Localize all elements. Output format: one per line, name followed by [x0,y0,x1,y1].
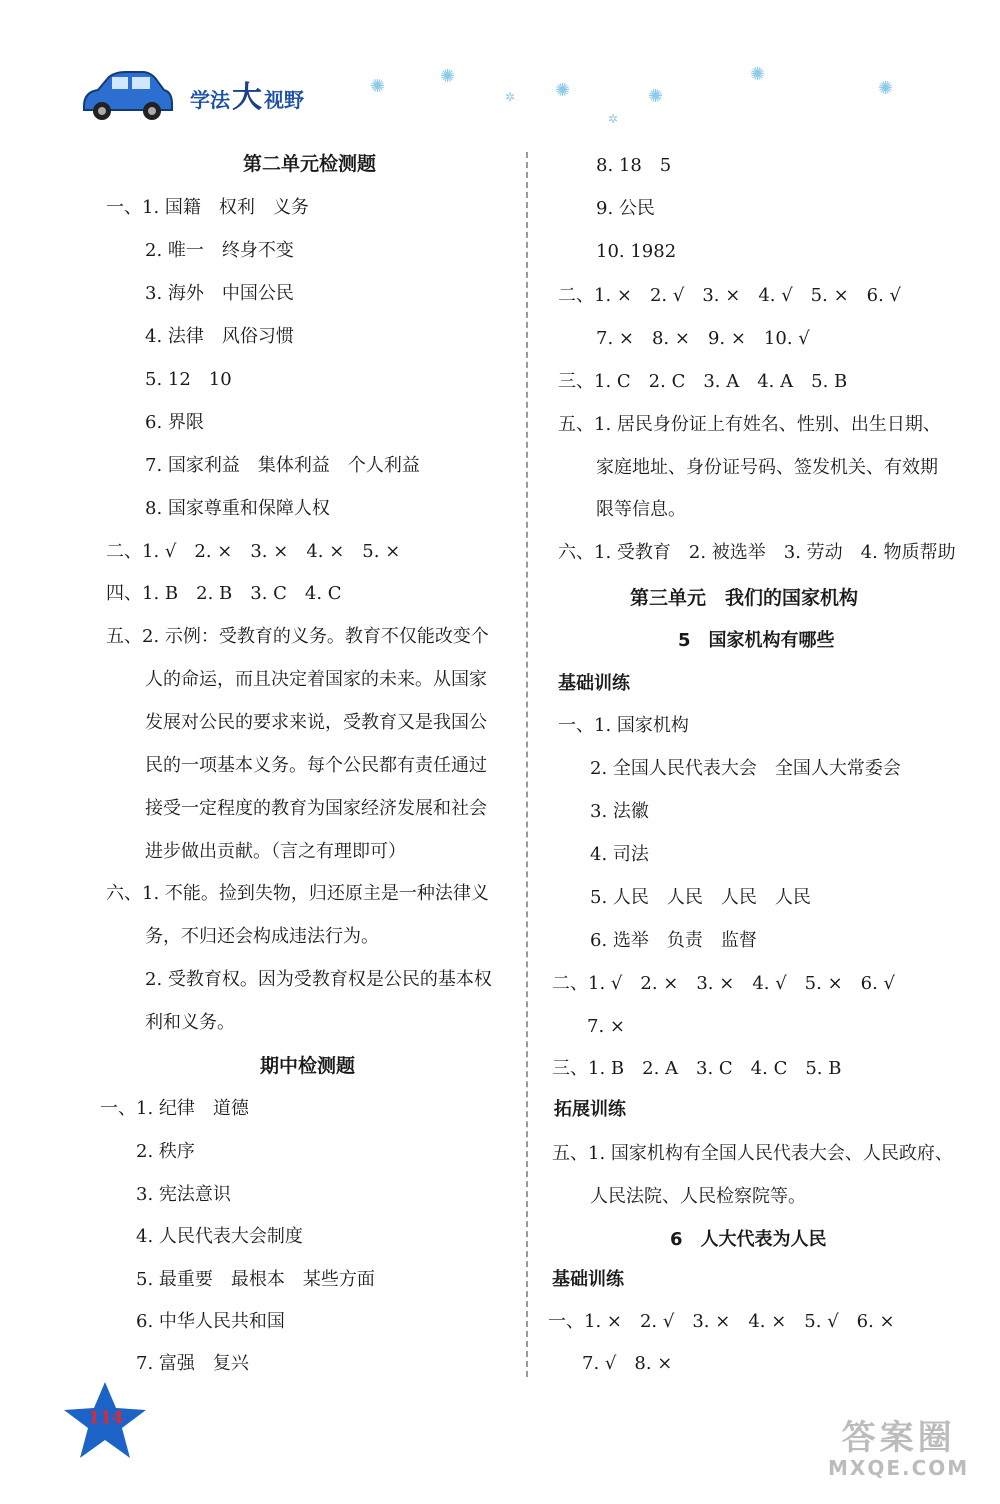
watermark-line2: MXQE.COM [828,1456,970,1481]
answer-line: 2. 唯一 终身不变 [145,240,294,261]
answer-line: 二、1. √ 2. × 3. × 4. √ 5. × 6. √ [552,973,896,994]
answer-line: 三、1. B 2. A 3. C 4. C 5. B [552,1058,842,1079]
answer-line: 四、1. B 2. B 3. C 4. C [106,583,342,604]
unit2-title: 第二单元检测题 [243,153,377,175]
answer-line: 4. 司法 [590,844,649,865]
answer-line: 接受一定程度的教育为国家经济发展和社会 [145,798,487,819]
answer-line: 3. 海外 中国公民 [145,283,294,304]
answer-line: 2. 受教育权。因为受教育权是公民的基本权 [145,969,492,990]
answer-line: 3. 宪法意识 [136,1184,231,1205]
column-divider [526,152,528,1377]
sparkle-icon: ✺ [440,66,456,87]
page-header [0,0,1000,140]
answer-line: 二、1. √ 2. × 3. × 4. × 5. × [106,541,401,562]
answer-line: 5. 12 10 [145,369,232,390]
basic-training-label: 基础训练 [552,1269,624,1290]
answer-line: 一、1. 纪律 道德 [100,1098,249,1119]
answer-line: 4. 法律 风俗习惯 [145,326,294,347]
midterm-title: 期中检测题 [260,1055,356,1077]
answer-line: 五、2. 示例：受教育的义务。教育不仅能改变个 [106,626,489,647]
answer-line: 5. 最重要 最根本 某些方面 [136,1269,375,1290]
answer-line: 一、1. × 2. √ 3. × 4. × 5. √ 6. × [548,1311,895,1332]
answer-line: 8. 国家尊重和保障人权 [145,498,330,519]
answer-line: 利和义务。 [145,1012,235,1033]
answer-line: 二、1. × 2. √ 3. × 4. √ 5. × 6. √ [558,285,902,306]
answer-line: 务，不归还会构成违法行为。 [145,926,379,947]
brand-part1: 学法 [190,88,230,112]
answer-line: 9. 公民 [596,198,655,219]
watermark [828,1420,969,1479]
answer-line: 人民法院、人民检察院等。 [590,1186,806,1207]
answer-line: 6. 选举 负责 监督 [590,930,757,951]
answer-line: 家庭地址、身份证号码、签发机关、有效期 [596,457,938,478]
answer-line: 8. 18 5 [596,155,672,176]
sparkle-icon: ✲ [608,112,619,126]
sparkle-icon: ✲ [505,90,516,104]
answer-line: 2. 秩序 [136,1141,195,1162]
sparkle-icon: ✺ [648,86,664,107]
answer-line: 7. √ 8. × [582,1353,673,1374]
answer-line: 10. 1982 [596,241,677,262]
brand-part2: 视野 [264,88,304,112]
answer-line: 人的命运，而且决定着国家的未来。从国家 [145,669,487,690]
unit3-title: 第三单元 我们的国家机构 [630,587,859,609]
answer-line: 六、1. 受教育 2. 被选举 3. 劳动 4. 物质帮助 [558,542,956,563]
answer-line: 进步做出贡献。（言之有理即可） [145,841,406,862]
answer-line: 4. 人民代表大会制度 [136,1226,303,1247]
answer-line: 一、1. 国籍 权利 义务 [106,197,309,218]
answer-line: 五、1. 国家机构有全国人民代表大会、人民政府、 [552,1143,953,1164]
answer-line: 7. × 8. × 9. × 10. √ [596,328,810,349]
answer-line: 发展对公民的要求来说，受教育又是我国公 [145,712,487,733]
answer-line: 3. 法徽 [590,801,649,822]
page-number-badge [60,1380,150,1460]
answer-line: 限等信息。 [596,499,686,520]
answer-line: 六、1. 不能。捡到失物，归还原主是一种法律义 [106,883,489,904]
answer-line: 7. 富强 复兴 [136,1353,249,1374]
answer-line: 五、1. 居民身份证上有姓名、性别、出生日期、 [558,414,941,435]
lesson5-title: 5 国家机构有哪些 [678,630,835,651]
extend-training-label: 拓展训练 [554,1099,626,1120]
brand-title [190,72,304,116]
brand-big-char: 大 [232,80,262,115]
sparkle-icon: ✺ [370,76,386,97]
answer-line: 2. 全国人民代表大会 全国人大常委会 [590,758,901,779]
answer-line: 6. 中华人民共和国 [136,1311,285,1332]
sparkle-icon: ✺ [878,78,894,99]
car-logo-icon [78,66,174,122]
page-number: 114 [88,1408,124,1428]
sparkle-icon: ✺ [555,80,571,101]
answer-line: 三、1. C 2. C 3. A 4. A 5. B [558,371,848,392]
lesson6-title: 6 人大代表为人民 [670,1229,827,1250]
answer-line: 7. 国家利益 集体利益 个人利益 [145,455,420,476]
answer-line: 6. 界限 [145,412,204,433]
sparkle-icon: ✺ [750,64,766,85]
watermark-line1: 答案圈 [841,1418,956,1458]
answer-line: 一、1. 国家机构 [558,715,689,736]
answer-line: 5. 人民 人民 人民 人民 [590,887,811,908]
basic-training-label: 基础训练 [558,673,630,694]
answer-line: 7. × [587,1016,625,1037]
answer-line: 民的一项基本义务。每个公民都有责任通过 [145,755,487,776]
